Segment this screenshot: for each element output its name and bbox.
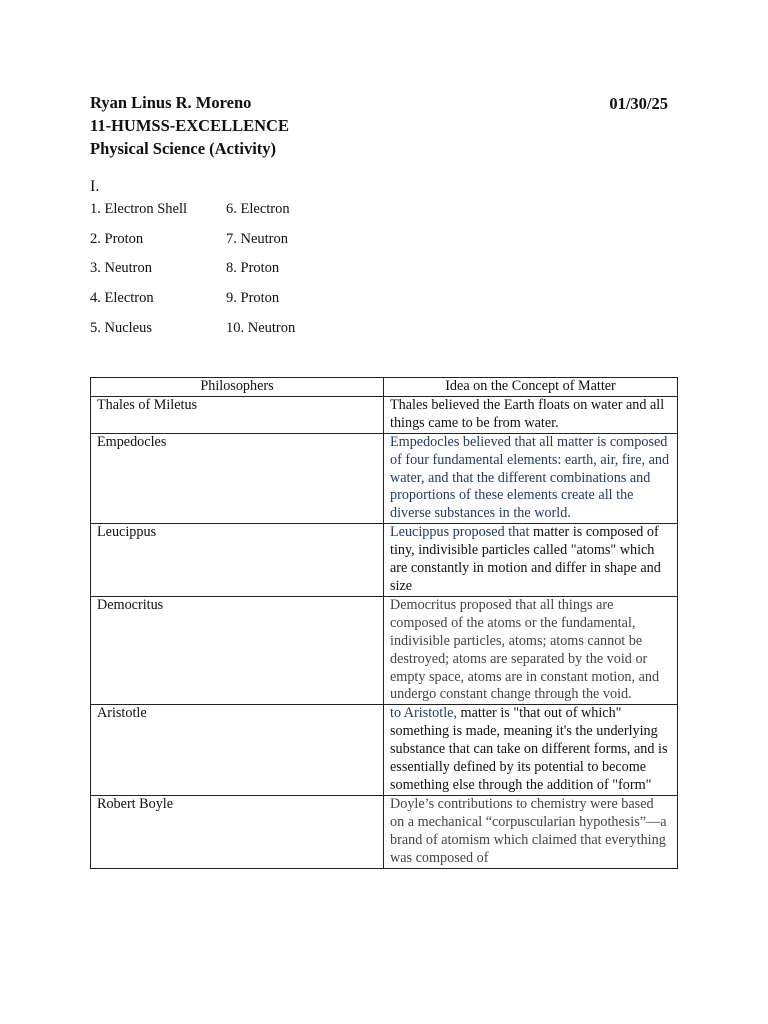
idea-highlight: Leucippus proposed that bbox=[390, 524, 530, 541]
subject-title: Physical Science (Activity) bbox=[90, 139, 277, 158]
answer-5: 5. Nucleus bbox=[90, 320, 153, 336]
idea-text-clipped: Doyle’s contributions to chemistry were based on a mechanical “corpuscularian hypothesis”—a brand of atomism which claimed that everything was composed of bbox=[390, 795, 667, 866]
idea-text: matter is composed of tiny, indivisible particles called "atoms" which are constantly in motion and differ in shape and size bbox=[390, 524, 661, 594]
table-row bbox=[91, 396, 678, 433]
answer-7: 7. Neutron bbox=[226, 231, 289, 247]
answer-4: 4. Electron bbox=[90, 290, 154, 306]
philosopher-name: Empedocles bbox=[91, 433, 384, 524]
philosopher-name: Leucippus bbox=[91, 524, 384, 597]
philosopher-name: Thales of Miletus bbox=[91, 396, 384, 433]
header-philosophers: Philosophers bbox=[91, 378, 384, 397]
header-idea: Idea on the Concept of Matter bbox=[384, 378, 678, 397]
idea-highlight: to Aristotle, bbox=[390, 705, 457, 722]
answer-9: 9. Proton bbox=[226, 290, 280, 306]
answer-10: 10. Neutron bbox=[226, 320, 296, 336]
answer-8: 8. Proton bbox=[226, 260, 280, 276]
philosopher-name: Aristotle bbox=[91, 705, 384, 796]
answer-1: 1. Electron Shell bbox=[90, 201, 188, 217]
table-header-row bbox=[91, 378, 678, 397]
philosopher-idea: Empedocles believed that all matter is composed of four fundamental elements: earth, air, fire, and water, and that the different combinations and proportions of these elements create all the diverse substances in the world. bbox=[384, 433, 678, 524]
table-row bbox=[91, 705, 678, 796]
student-name: Ryan Linus R. Moreno bbox=[90, 93, 252, 112]
answer-6: 6. Electron bbox=[226, 201, 290, 217]
answer-3: 3. Neutron bbox=[90, 260, 153, 276]
table-row bbox=[91, 596, 678, 704]
philosopher-idea bbox=[384, 795, 678, 868]
philosophers-table bbox=[90, 377, 678, 869]
idea-text: matter is "that out of which" something is made, meaning it's the underlying substance that can take on different forms, and is essentially defined by its potential to become something else through the addition of "form" bbox=[390, 705, 668, 793]
philosopher-name: Robert Boyle bbox=[91, 795, 384, 868]
answer-2: 2. Proton bbox=[90, 231, 144, 247]
philosopher-idea: Democritus proposed that all things are composed of the atoms or the fundamental, indivisible particles, atoms; atoms cannot be destroyed; atoms are separated by the void or empty space, atoms are in constant motion, and undergo constant change through the void. bbox=[384, 596, 678, 704]
document-date: 01/30/25 bbox=[609, 94, 668, 113]
philosopher-idea bbox=[384, 705, 678, 796]
philosopher-idea: Thales believed the Earth floats on water and all things came to be from water. bbox=[384, 396, 678, 433]
part-number: I. bbox=[90, 178, 100, 195]
table-row bbox=[91, 795, 678, 868]
philosopher-idea bbox=[384, 524, 678, 597]
philosopher-name: Democritus bbox=[91, 596, 384, 704]
class-section: 11-HUMSS-EXCELLENCE bbox=[90, 116, 289, 135]
table-row bbox=[91, 524, 678, 597]
table-row bbox=[91, 433, 678, 524]
